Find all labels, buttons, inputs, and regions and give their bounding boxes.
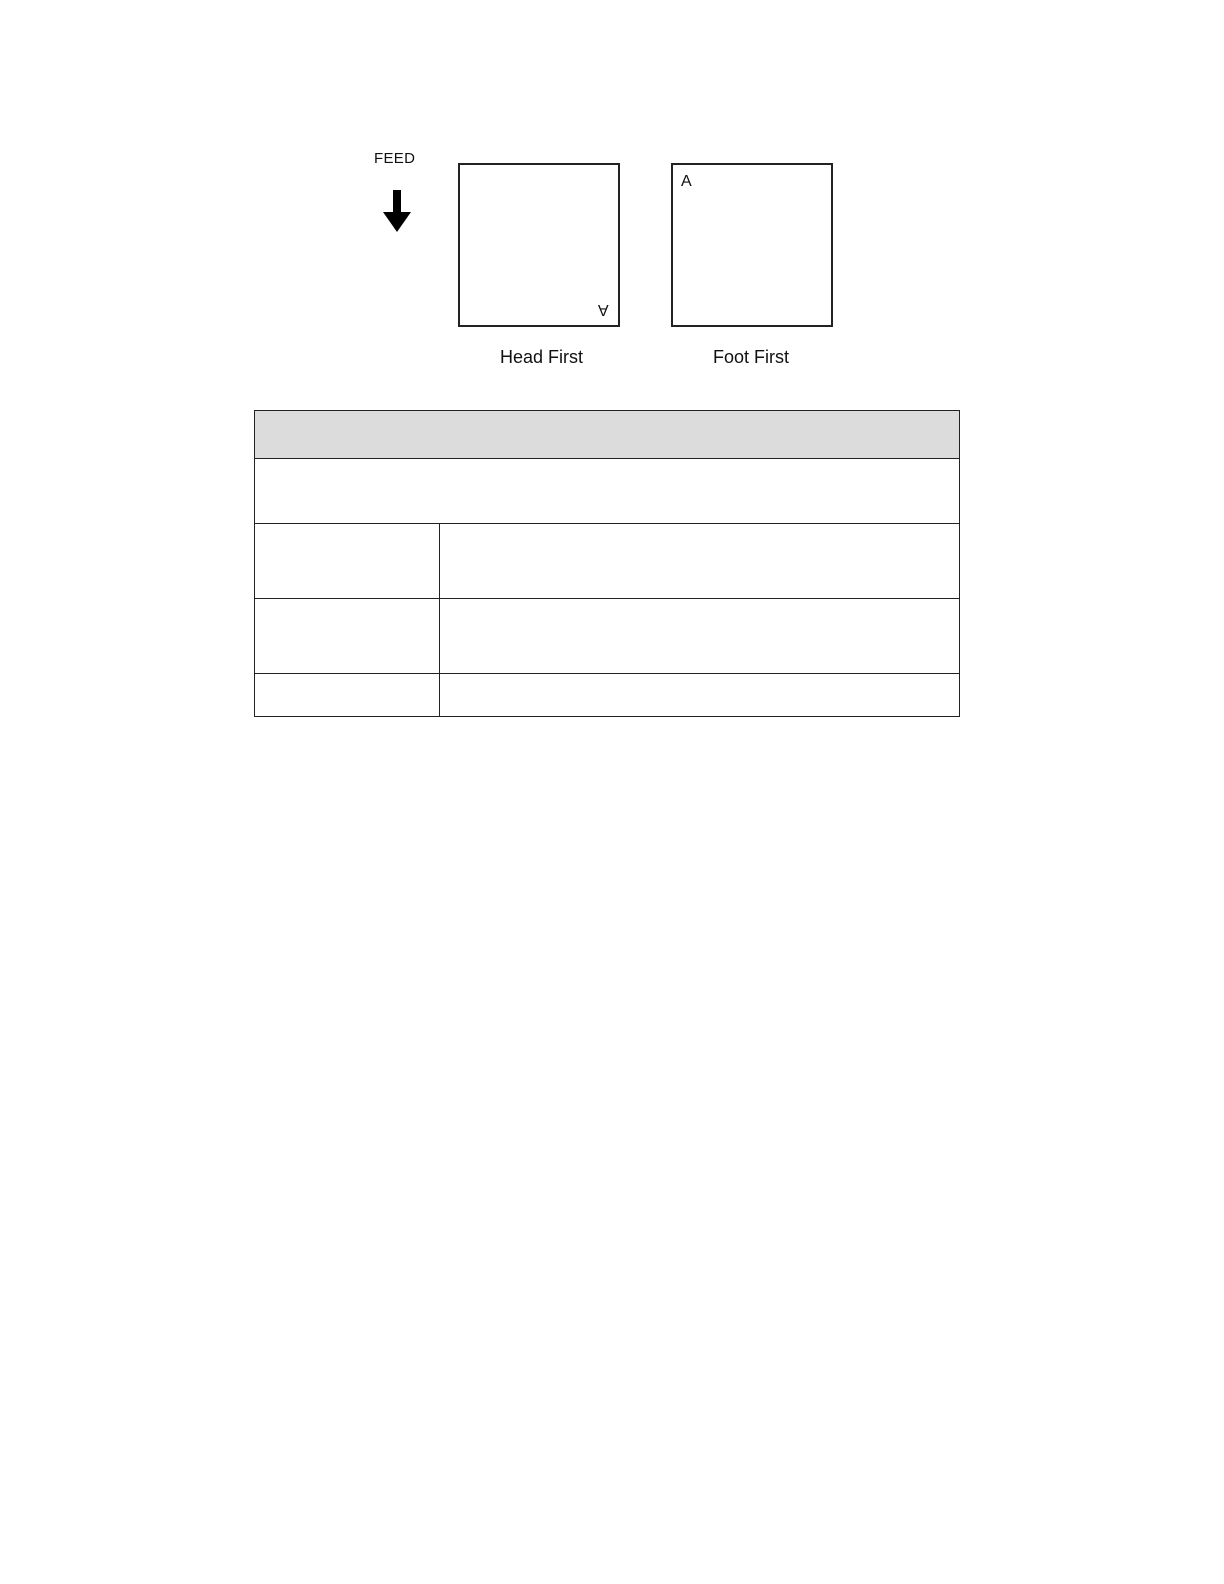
table-row-value bbox=[440, 599, 960, 674]
table-intro-row bbox=[255, 459, 960, 524]
foot-first-caption: Foot First bbox=[713, 347, 790, 367]
sheet-letter-upright: A bbox=[681, 173, 692, 190]
feed-orientation-figure bbox=[0, 0, 1224, 400]
table-intro-cell bbox=[255, 459, 960, 524]
table-row-label bbox=[255, 599, 440, 674]
sheet-letter-inverted: A bbox=[598, 301, 609, 318]
table-row-label bbox=[255, 524, 440, 599]
arrow-down-icon bbox=[382, 190, 412, 234]
table-header-cell bbox=[255, 411, 960, 459]
head-first-sheet bbox=[458, 163, 620, 327]
table-row-value bbox=[440, 674, 960, 717]
table-row bbox=[255, 599, 960, 674]
table-row bbox=[255, 674, 960, 717]
foot-first-sheet bbox=[671, 163, 833, 327]
table-row bbox=[255, 524, 960, 599]
head-first-caption: Head First bbox=[500, 347, 584, 367]
info-table bbox=[254, 410, 960, 717]
table-header-row bbox=[255, 411, 960, 459]
table-row-value bbox=[440, 524, 960, 599]
feed-label: FEED bbox=[374, 150, 416, 167]
table-row-label bbox=[255, 674, 440, 717]
